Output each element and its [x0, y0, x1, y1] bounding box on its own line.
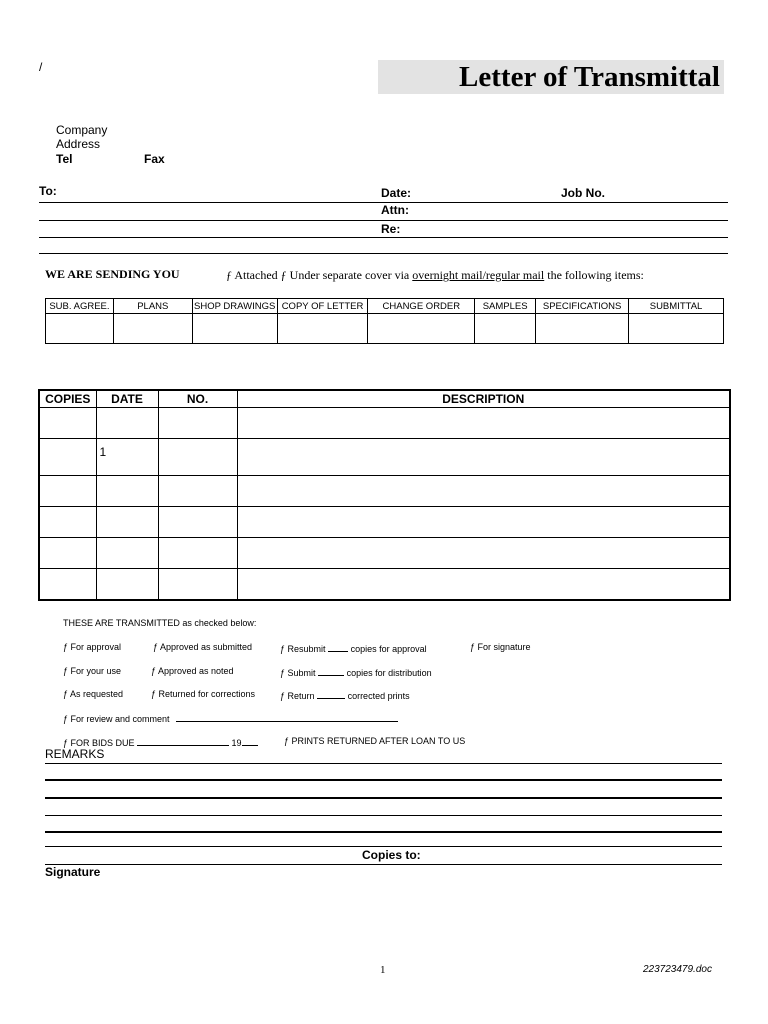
date-cell[interactable]: 1	[96, 439, 158, 476]
table-row	[39, 408, 730, 439]
company-address: Address	[56, 137, 101, 151]
attn-label: Attn:	[381, 203, 409, 217]
job-no-label: Job No.	[561, 186, 605, 200]
copies-cell[interactable]	[39, 408, 96, 439]
category-check-cell[interactable]	[192, 314, 277, 344]
description-cell[interactable]	[237, 538, 730, 569]
column-header-copies: COPIES	[39, 390, 96, 408]
resubmit-label: ƒ Resubmit	[280, 644, 326, 654]
option-for-signature[interactable]: ƒ For signature	[470, 642, 531, 652]
category-cell: SAMPLES	[475, 299, 536, 314]
category-check-cell[interactable]	[368, 314, 475, 344]
category-checkbox-row	[46, 314, 724, 344]
option-resubmit[interactable]	[280, 642, 427, 654]
table-row	[39, 439, 730, 476]
copies-cell[interactable]	[39, 507, 96, 538]
submit-tail: copies for distribution	[346, 668, 432, 678]
page-title: Letter of Transmittal	[459, 61, 720, 93]
remarks-line	[45, 831, 722, 833]
signature-label: Signature	[45, 865, 101, 879]
remarks-line	[45, 815, 722, 816]
category-cell: PLANS	[113, 299, 192, 314]
date-cell[interactable]	[96, 507, 158, 538]
option-returned-corrections[interactable]: ƒ Returned for corrections	[151, 689, 256, 699]
option-submit[interactable]	[280, 666, 432, 678]
remarks-label: REMARKS	[45, 747, 105, 761]
document-filename: 223723479.doc	[643, 964, 712, 975]
table-row	[39, 569, 730, 601]
sending-options	[226, 268, 644, 283]
category-check-cell[interactable]	[475, 314, 536, 344]
title-box	[378, 60, 724, 94]
company-name: Company	[56, 123, 108, 137]
copies-cell[interactable]	[39, 538, 96, 569]
to-label: To:	[39, 184, 57, 198]
sending-label: WE ARE SENDING YOU	[45, 267, 180, 281]
no-cell[interactable]	[158, 476, 237, 507]
date-cell[interactable]	[96, 569, 158, 601]
category-cell: SUBMITTAL	[629, 299, 724, 314]
table-row	[39, 507, 730, 538]
table-row	[39, 476, 730, 507]
items-table	[38, 389, 731, 601]
table-row	[39, 538, 730, 569]
description-cell[interactable]	[237, 507, 730, 538]
following-items-text: the following items:	[547, 268, 644, 282]
date-cell[interactable]	[96, 476, 158, 507]
transmitted-heading: THESE ARE TRANSMITTED as checked below:	[63, 618, 257, 628]
resubmit-tail: copies for approval	[350, 644, 427, 654]
category-cell: SHOP DRAWINGS	[194, 300, 276, 312]
submit-blank[interactable]	[318, 666, 344, 676]
copies-cell[interactable]	[39, 569, 96, 601]
copies-cell[interactable]	[39, 476, 96, 507]
year-prefix: 19	[231, 738, 242, 748]
bids-due-label: ƒ FOR BIDS DUE	[63, 738, 135, 748]
via-method: overnight mail/regular mail	[412, 268, 545, 282]
date-cell[interactable]	[96, 408, 158, 439]
return-blank[interactable]	[317, 689, 345, 699]
divider	[39, 237, 728, 238]
review-comment-blank[interactable]	[176, 712, 398, 722]
resubmit-blank[interactable]	[328, 642, 348, 652]
no-cell[interactable]	[158, 507, 237, 538]
category-cell: SUB. AGREE.	[46, 299, 114, 314]
option-prints-returned[interactable]: ƒ PRINTS RETURNED AFTER LOAN TO US	[284, 736, 466, 746]
attached-option[interactable]: ƒ Attached	[226, 268, 278, 282]
submit-label: ƒ Submit	[280, 668, 316, 678]
category-cell: COPY OF LETTER	[277, 299, 368, 314]
option-for-approval[interactable]: ƒ For approval	[63, 642, 122, 652]
tel-label: Tel	[56, 152, 73, 166]
category-check-cell[interactable]	[113, 314, 192, 344]
option-approved-noted[interactable]: ƒ Approved as noted	[151, 666, 234, 676]
column-header-description: DESCRIPTION	[237, 390, 730, 408]
category-cell: SPECIFICATIONS	[536, 299, 629, 314]
copies-to-line	[45, 864, 722, 865]
category-header-row	[46, 299, 724, 314]
divider	[39, 220, 728, 221]
option-return[interactable]	[280, 689, 410, 701]
slash-mark: /	[39, 60, 43, 74]
fax-label: Fax	[144, 152, 165, 166]
page-number: 1	[380, 964, 386, 976]
description-cell[interactable]	[237, 439, 730, 476]
category-check-cell[interactable]	[536, 314, 629, 344]
option-as-requested[interactable]: ƒ As requested	[63, 689, 124, 699]
copies-cell[interactable]	[39, 439, 96, 476]
category-check-cell[interactable]	[277, 314, 368, 344]
remarks-line	[45, 846, 722, 847]
no-cell[interactable]	[158, 408, 237, 439]
bids-due-blank[interactable]	[137, 736, 229, 746]
no-cell[interactable]	[158, 439, 237, 476]
no-cell[interactable]	[158, 569, 237, 601]
no-cell[interactable]	[158, 538, 237, 569]
category-table	[45, 298, 724, 344]
review-comment-label: ƒ For review and comment	[63, 714, 170, 724]
separate-cover-option[interactable]: ƒ Under separate cover via	[280, 268, 410, 282]
column-header-date: DATE	[96, 390, 158, 408]
remarks-line	[45, 779, 722, 781]
year-blank[interactable]	[242, 736, 258, 746]
copies-to-label: Copies to:	[362, 848, 421, 862]
divider	[39, 253, 728, 254]
option-for-your-use[interactable]: ƒ For your use	[63, 666, 122, 676]
date-label: Date:	[381, 186, 412, 200]
items-header-row	[39, 390, 730, 408]
category-cell: CHANGE ORDER	[368, 299, 475, 314]
option-approved-submitted[interactable]: ƒ Approved as submitted	[153, 642, 253, 652]
column-header-no: NO.	[158, 390, 237, 408]
category-check-cell[interactable]	[46, 314, 114, 344]
return-tail: corrected prints	[347, 691, 410, 701]
description-cell[interactable]	[237, 476, 730, 507]
description-cell[interactable]	[237, 408, 730, 439]
remarks-line	[45, 763, 722, 764]
remarks-line	[45, 797, 722, 799]
date-cell[interactable]	[96, 538, 158, 569]
description-cell[interactable]	[237, 569, 730, 601]
return-label: ƒ Return	[280, 691, 315, 701]
category-check-cell[interactable]	[629, 314, 724, 344]
option-review-comment[interactable]	[63, 712, 398, 724]
re-label: Re:	[381, 222, 401, 236]
